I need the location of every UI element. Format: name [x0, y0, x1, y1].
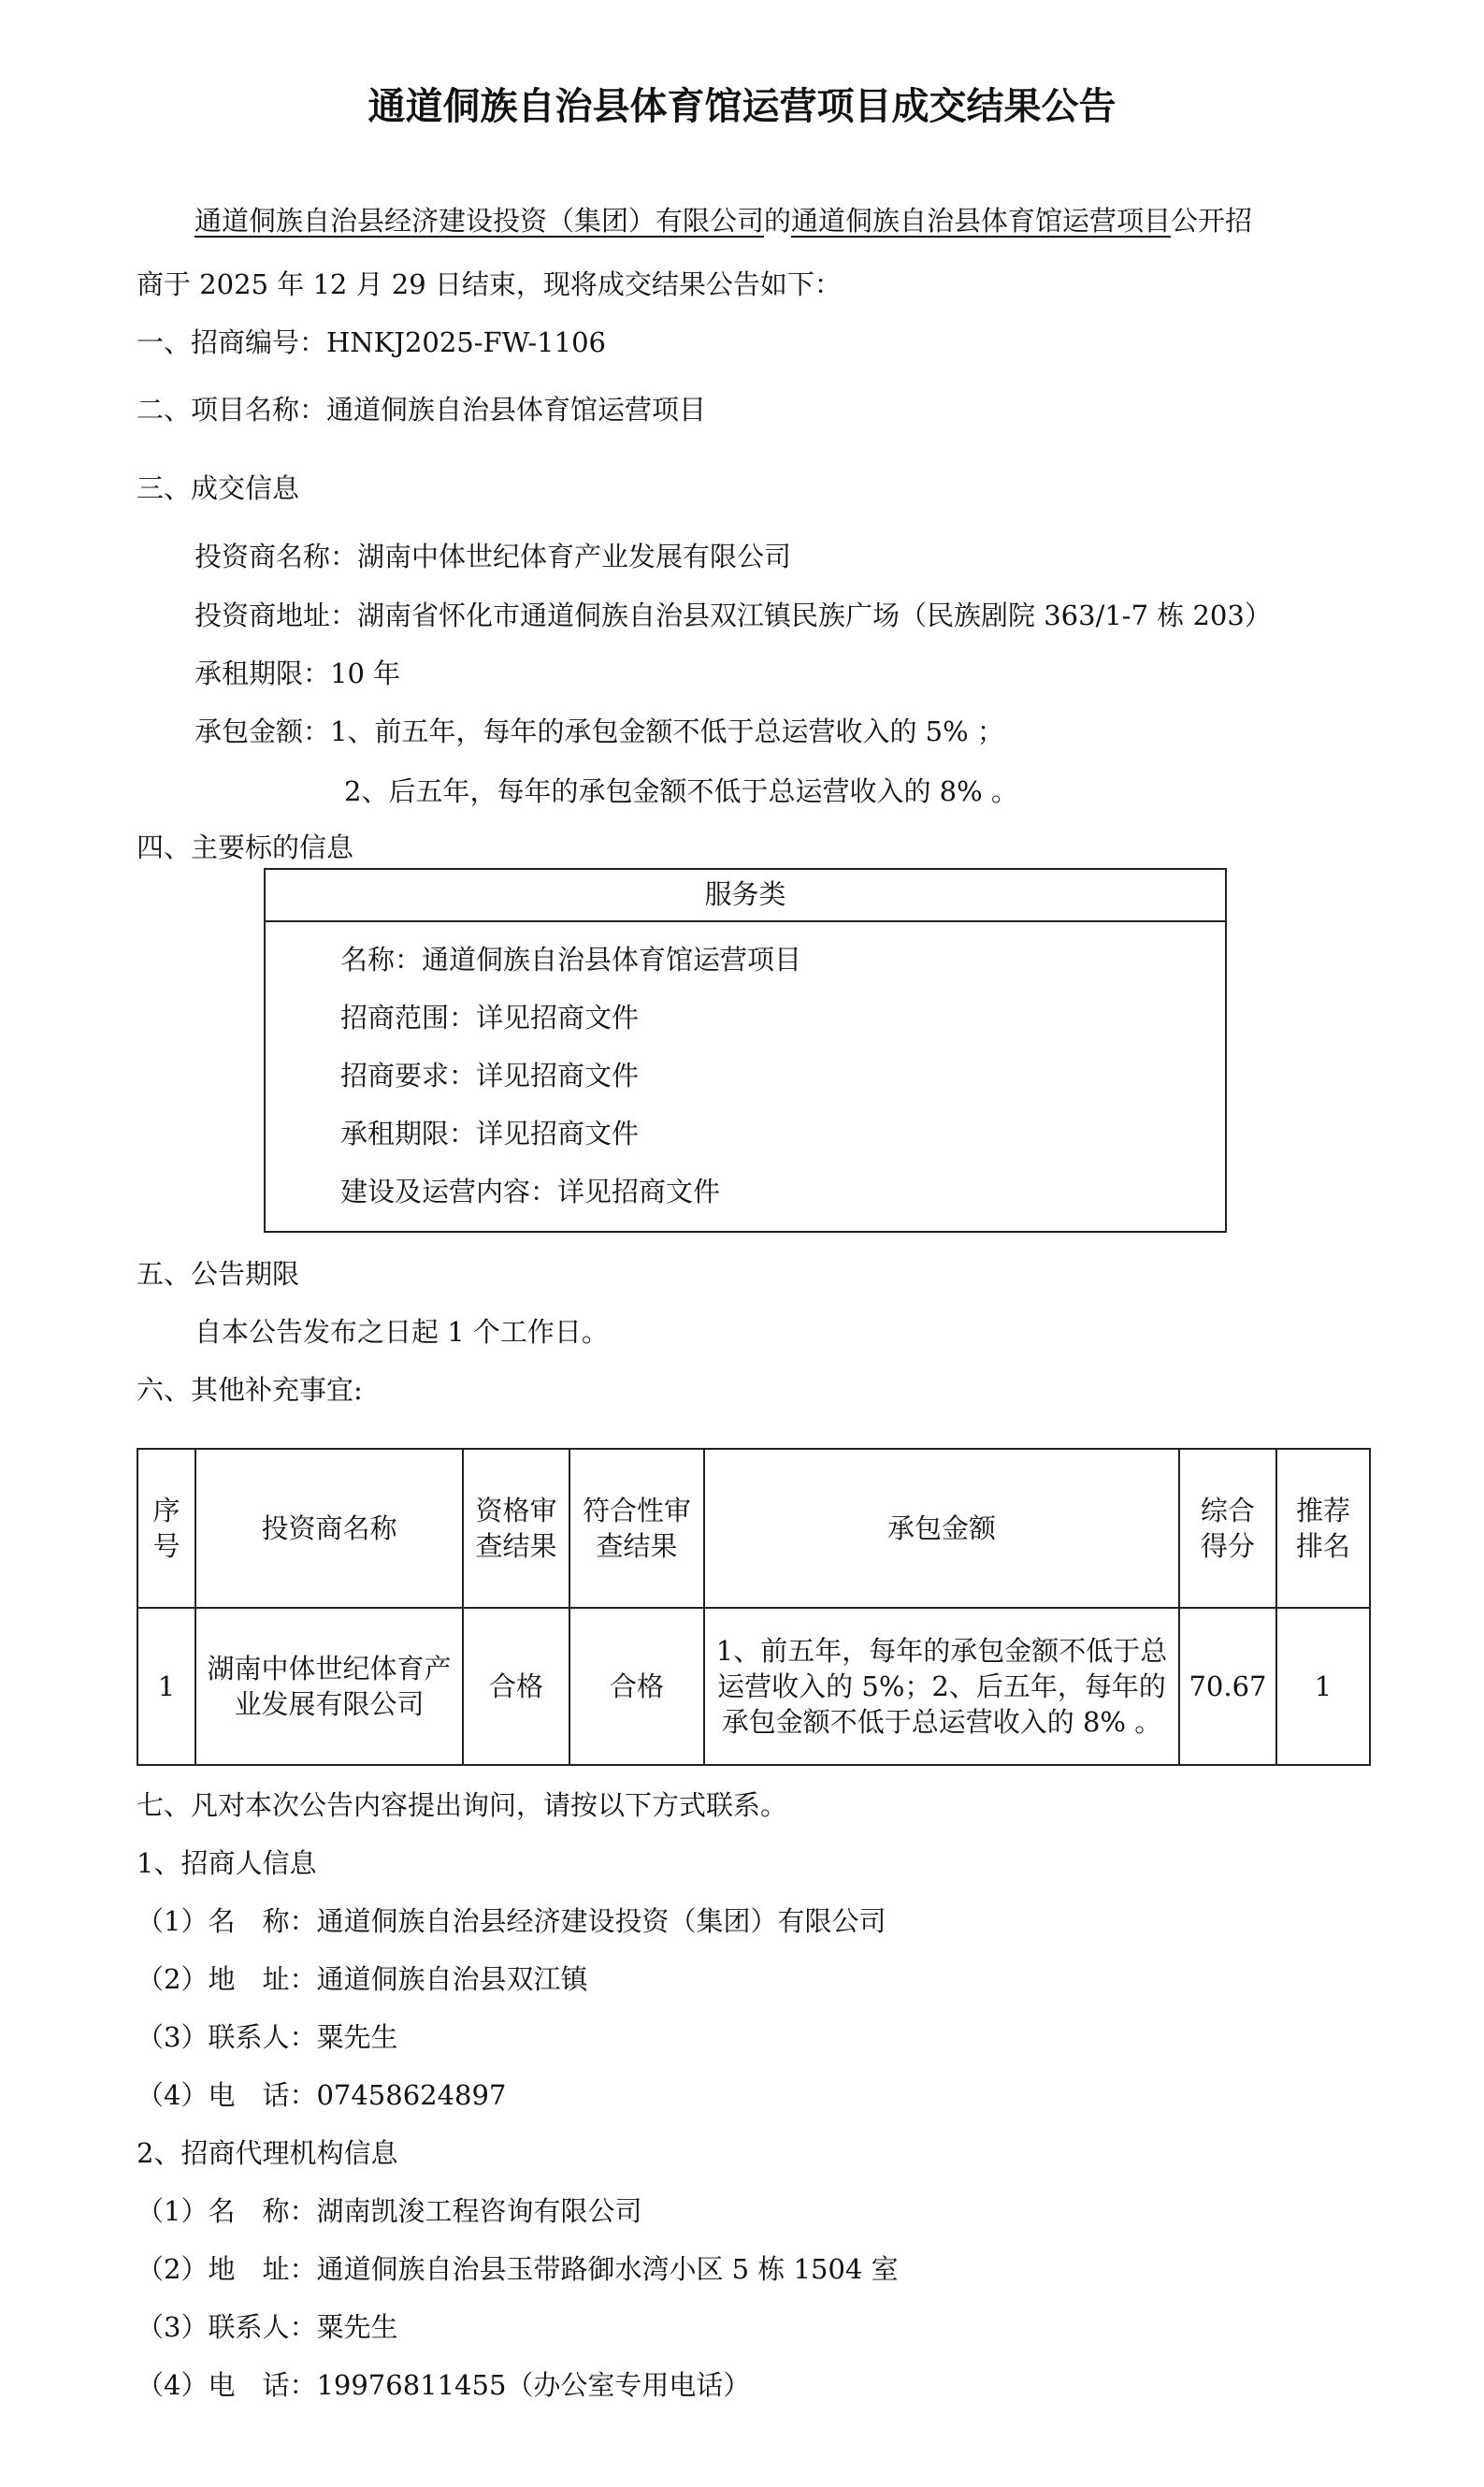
cell-index: 1 — [137, 1608, 195, 1765]
cell-rank: 1 — [1276, 1608, 1370, 1765]
document-title: 通道侗族自治县体育馆运营项目成交结果公告 — [367, 84, 1117, 128]
intro-connector: 的 — [764, 205, 792, 237]
contract-amount-1: 承包金额：1、前五年，每年的承包金额不低于总运营收入的 5% ； — [195, 716, 1004, 747]
section-1-bid-number: 一、招商编号：HNKJ2025-FW-1106 — [137, 326, 606, 358]
tenderer-name: （1）名 称：通道侗族自治县经济建设投资（集团）有限公司 — [137, 1905, 886, 1937]
contract-amount-2: 2、后五年，每年的承包金额不低于总运营收入的 8% 。 — [344, 775, 1018, 807]
cell-qualification: 合格 — [463, 1608, 569, 1765]
intro-org: 通道侗族自治县经济建设投资（集团）有限公司 — [195, 205, 765, 237]
section-4-heading: 四、主要标的信息 — [137, 831, 354, 863]
results-table — [137, 1448, 1371, 1766]
subject-lease-term: 承租期限：详见招商文件 — [340, 1118, 640, 1150]
cell-amount: 1、前五年，每年的承包金额不低于总运营收入的 5%；2、后五年，每年的承包金额不低于总运营收入的 8% 。 — [704, 1608, 1179, 1765]
tenderer-contact: （3）联系人：粟先生 — [137, 2021, 398, 2053]
intro-paragraph — [195, 202, 1252, 239]
box-header: 服务类 — [266, 870, 1225, 922]
section-6-heading: 六、其他补充事宜: — [137, 1374, 363, 1406]
header-investor: 投资商名称 — [195, 1449, 463, 1608]
table-header-row — [137, 1449, 1370, 1608]
header-rank: 推荐排名 — [1276, 1449, 1370, 1608]
subject-scope: 招商范围：详见招商文件 — [340, 1002, 640, 1034]
agency-phone: （4）电 话：19976811455（办公室专用电话） — [137, 2369, 751, 2401]
tenderer-phone: （4）电 话：07458624897 — [137, 2079, 507, 2111]
subject-construction: 建设及运营内容：详见招商文件 — [340, 1176, 721, 1207]
agency-info-heading: 2、招商代理机构信息 — [137, 2137, 398, 2169]
header-index: 序号 — [137, 1449, 195, 1608]
header-qualification: 资格审查结果 — [463, 1449, 569, 1608]
intro-project: 通道侗族自治县体育馆运营项目 — [791, 205, 1172, 237]
header-amount: 承包金额 — [704, 1449, 1179, 1608]
cell-compliance: 合格 — [569, 1608, 704, 1765]
subject-requirements: 招商要求：详见招商文件 — [340, 1060, 640, 1092]
section-2-project-name: 二、项目名称：通道侗族自治县体育馆运营项目 — [137, 394, 707, 426]
section-3-heading: 三、成交信息 — [137, 472, 300, 504]
cell-investor: 湖南中体世纪体育产业发展有限公司 — [195, 1608, 463, 1765]
agency-name: （1）名 称：湖南凯浚工程咨询有限公司 — [137, 2195, 642, 2227]
agency-contact: （3）联系人：粟先生 — [137, 2311, 398, 2343]
tenderer-address: （2）地 址：通道侗族自治县双江镇 — [137, 1963, 588, 1995]
agency-address: （2）地 址：通道侗族自治县玉带路御水湾小区 5 栋 1504 室 — [137, 2253, 899, 2285]
subject-name: 名称：通道侗族自治县体育馆运营项目 — [340, 944, 802, 976]
investor-name: 投资商名称：湖南中体世纪体育产业发展有限公司 — [195, 541, 792, 572]
header-compliance: 符合性审查结果 — [569, 1449, 704, 1608]
cell-score: 70.67 — [1179, 1608, 1276, 1765]
header-score: 综合得分 — [1179, 1449, 1276, 1608]
section-7-heading: 七、凡对本次公告内容提出询问，请按以下方式联系。 — [137, 1789, 788, 1821]
section-5-heading: 五、公告期限 — [137, 1258, 300, 1290]
investor-address: 投资商地址：湖南省怀化市通道侗族自治县双江镇民族广场（民族剧院 363/1-7 栋 203） — [195, 600, 1272, 631]
table-row — [137, 1608, 1370, 1765]
lease-term: 承租期限：10 年 — [195, 658, 401, 689]
announcement-period: 自本公告发布之日起 1 个工作日。 — [195, 1316, 609, 1348]
main-subject-box — [264, 868, 1227, 1233]
intro-line2: 商于 2025 年 12 月 29 日结束，现将成交结果公告如下： — [137, 268, 842, 300]
tenderer-info-heading: 1、招商人信息 — [137, 1847, 317, 1879]
intro-tail: 公开招 — [1171, 205, 1253, 237]
